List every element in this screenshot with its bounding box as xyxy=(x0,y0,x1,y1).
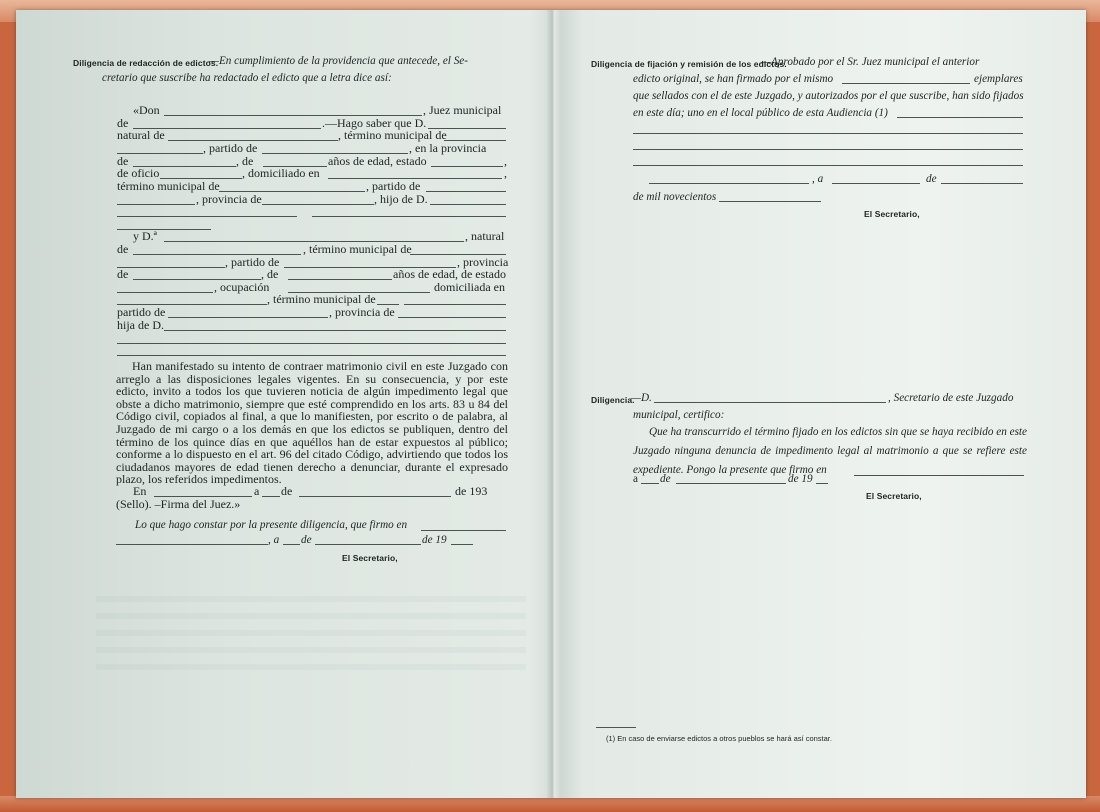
right-label-a-plain: a xyxy=(633,473,638,485)
label-de-comma-2: , de xyxy=(261,267,279,281)
label-a-it: , a xyxy=(268,534,280,546)
blank-audiencia[interactable] xyxy=(897,117,1023,118)
blank-a[interactable] xyxy=(262,496,280,497)
label-provincia-de: , provincia de xyxy=(196,192,262,206)
label-de-3: de xyxy=(117,242,129,256)
blank-d2-name[interactable] xyxy=(654,402,886,403)
label-natural: , natural xyxy=(465,229,505,243)
blank-de-19[interactable] xyxy=(315,544,421,545)
blank-d2-a[interactable] xyxy=(641,483,659,484)
comma-2: , xyxy=(504,166,507,180)
blank-a-it[interactable] xyxy=(283,544,300,545)
label-hijo-de: , hijo de D. xyxy=(374,192,428,206)
footnote: (1) En caso de enviarse edictos a otros pueblos se hará así constar. xyxy=(606,734,832,743)
label-en: En xyxy=(133,484,147,498)
label-de-oficio: de oficio xyxy=(117,166,160,180)
page-fold xyxy=(546,10,560,798)
blank-r-line-1[interactable] xyxy=(633,133,1023,134)
right-label-de-2: de xyxy=(660,473,671,485)
label-ocupacion: , ocupación xyxy=(214,280,270,294)
blank-row20[interactable] xyxy=(117,355,506,356)
right-heading: Diligencia de fijación y remisión de los edictos. xyxy=(591,59,787,69)
label-y-da: y D.ª xyxy=(133,229,157,243)
blank-row4-a[interactable] xyxy=(117,153,203,154)
blank-d2-de[interactable] xyxy=(676,483,786,484)
label-natural-de: natural de xyxy=(117,128,165,142)
label-de: de xyxy=(117,116,129,130)
label-de-5: de xyxy=(281,484,293,498)
right-de-mil: de mil novecientos xyxy=(633,191,717,203)
right-d2-secretario: , Secretario de este Juzgado xyxy=(888,392,1014,404)
blank-row19[interactable] xyxy=(117,343,506,344)
label-partido-2: , partido de xyxy=(366,179,421,193)
blank-year-19[interactable] xyxy=(451,544,473,545)
blank-provincia-2[interactable] xyxy=(262,204,374,205)
blank-ejemplares[interactable] xyxy=(842,83,970,84)
blank-row15-a[interactable] xyxy=(117,292,213,293)
blank-hija-de[interactable] xyxy=(164,330,506,331)
blank-dia-r[interactable] xyxy=(832,183,920,184)
label-sello: (Sello). –Firma del Juez.» xyxy=(116,497,241,511)
label-hija-de: hija de D. xyxy=(117,318,164,332)
right-p1-line2b: ejemplares xyxy=(974,73,1023,85)
right-p1-line4: en este día; uno en el local público de esta Audiencia (1) xyxy=(633,107,888,119)
blank-firmo-en[interactable] xyxy=(421,530,506,531)
blank-row8-a[interactable] xyxy=(117,204,195,205)
label-provincia: , provincia xyxy=(457,255,509,269)
footnote-rule xyxy=(596,727,636,728)
left-intro-line-1: —En cumplimiento de la providencia que antecede, el Se- xyxy=(209,55,468,67)
label-termino-2: término municipal de xyxy=(117,179,220,193)
label-de-2: de xyxy=(117,154,129,168)
blank-d2-year[interactable] xyxy=(816,483,828,484)
label-termino-3: , término municipal de xyxy=(303,242,412,256)
background-bottom xyxy=(0,796,1100,812)
comma-1: , xyxy=(504,154,507,168)
blank-row10[interactable] xyxy=(117,229,211,230)
right-d2-d: —D. xyxy=(631,392,652,404)
label-partido-3: , partido de xyxy=(225,255,280,269)
label-a: a xyxy=(254,484,260,498)
right-d2-municipal: municipal, certifico: xyxy=(633,409,725,421)
blank-r-line-2[interactable] xyxy=(633,149,1023,150)
blank-provincia-4[interactable] xyxy=(398,317,506,318)
label-de-4: de xyxy=(117,267,129,281)
blank-hijo-de[interactable] xyxy=(430,204,506,205)
label-anos-estado: años de edad, estado xyxy=(328,154,427,168)
right-label-a: , a xyxy=(812,173,824,185)
label-partido-de: , partido de xyxy=(203,141,258,155)
document-sheet xyxy=(16,10,1086,798)
edict-body-paragraph: Han manifestado su intento de contraer matrimonio civil en este Juzgado con arreglo a las disposiciones legales vigentes. En su consecuencia, y por este edicto, invito a todos los que tuvieren noticia de algún impedimento legal que obste a dicho matrimonio, siempre que esté comprendido en los arts. 83 u 84 del Código civil, copiados al final, a que lo manifiesten, por escrito o de palabra, al Juzgado de mi cargo o a los demás en que los edictos se publiquen, dentro del término de los quince días en que aquéllos han de estar expuestos al público; conforme a lo dispuesto en el art. 96 del citado Código, advirtiendo que todos los ciudadanos mayores de edad tienen derecho a denunciar, durante el expresado plazo, los referidos impedimentos. xyxy=(116,359,508,487)
label-domiciliada: domiciliada en xyxy=(434,280,505,294)
bleed-through-text xyxy=(96,596,526,676)
right-p1-line2a: edicto original, se han firmado por el mismo xyxy=(633,73,834,85)
blank-de-193[interactable] xyxy=(299,496,451,497)
left-intro-line-2: cretario que suscribe ha redactado el edicto que a letra dice así: xyxy=(102,72,392,84)
blank-r-line-3[interactable] xyxy=(633,165,1023,166)
right-label-de-19: de 19 xyxy=(788,473,813,485)
blank-termino-4b[interactable] xyxy=(404,304,506,305)
blank-estado-1[interactable] xyxy=(431,166,503,167)
blank-lugar-r[interactable] xyxy=(649,183,809,184)
right-p1-line3: que sellados con el de este Juzgado, y autorizados por el que suscribe, han sido fijados xyxy=(633,90,1024,102)
label-anos-de-estado: años de edad, de estado xyxy=(393,267,506,281)
right-p1-line1: —Aprobado por el Sr. Juez municipal el anterior xyxy=(761,56,980,68)
label-juez-municipal: , Juez municipal xyxy=(423,103,502,117)
blank-edad-2[interactable] xyxy=(288,279,392,280)
blank-row9-b[interactable] xyxy=(312,216,506,217)
blank-partido-2[interactable] xyxy=(426,191,506,192)
label-termino-municipal: , término municipal de xyxy=(338,128,447,142)
blank-year-r[interactable] xyxy=(719,201,821,202)
right-el-secretario-1: El Secretario, xyxy=(864,209,920,219)
blank-row9-a[interactable] xyxy=(117,216,297,217)
blank-firmo-2[interactable] xyxy=(116,544,268,545)
label-de-comma: , de xyxy=(236,154,254,168)
blank-mes-r[interactable] xyxy=(941,183,1023,184)
blank-partido-4[interactable] xyxy=(168,317,328,318)
label-lo-que-hago: Lo que hago constar por la presente diligencia, que firmo en xyxy=(135,519,408,531)
label-de-193: de 193 xyxy=(455,484,488,498)
right-label-de: de xyxy=(926,173,937,185)
blank-row13-a[interactable] xyxy=(117,267,225,268)
right-el-secretario-2: El Secretario, xyxy=(866,491,922,501)
label-en-la-provincia: , en la provincia xyxy=(409,141,487,155)
right-d2-body: Que ha transcurrido el término fijado en los edictos sin que se haya recibido en este Juzgado ninguna denuncia de impedimento legal al matrimonio a que se refiere este expediente. Pongo la presente que firmo en xyxy=(633,426,1027,476)
label-de-19: de 19 xyxy=(422,534,447,546)
label-don: «Don xyxy=(133,103,160,117)
left-el-secretario: El Secretario, xyxy=(342,553,398,563)
label-provincia-de-2: , provincia de xyxy=(329,305,395,319)
label-domiciliado: , domiciliado en xyxy=(242,166,320,180)
label-termino-4: , término municipal de xyxy=(267,292,376,306)
label-hago-saber: .—Hago saber que D. xyxy=(322,116,427,130)
blank-d2-firmo[interactable] xyxy=(854,475,1024,476)
right-d2-heading: Diligencia. xyxy=(591,395,635,405)
left-heading: Diligencia de redacción de edictos. xyxy=(73,58,219,68)
label-de-it: de xyxy=(301,534,312,546)
label-partido-de-start: partido de xyxy=(117,305,166,319)
